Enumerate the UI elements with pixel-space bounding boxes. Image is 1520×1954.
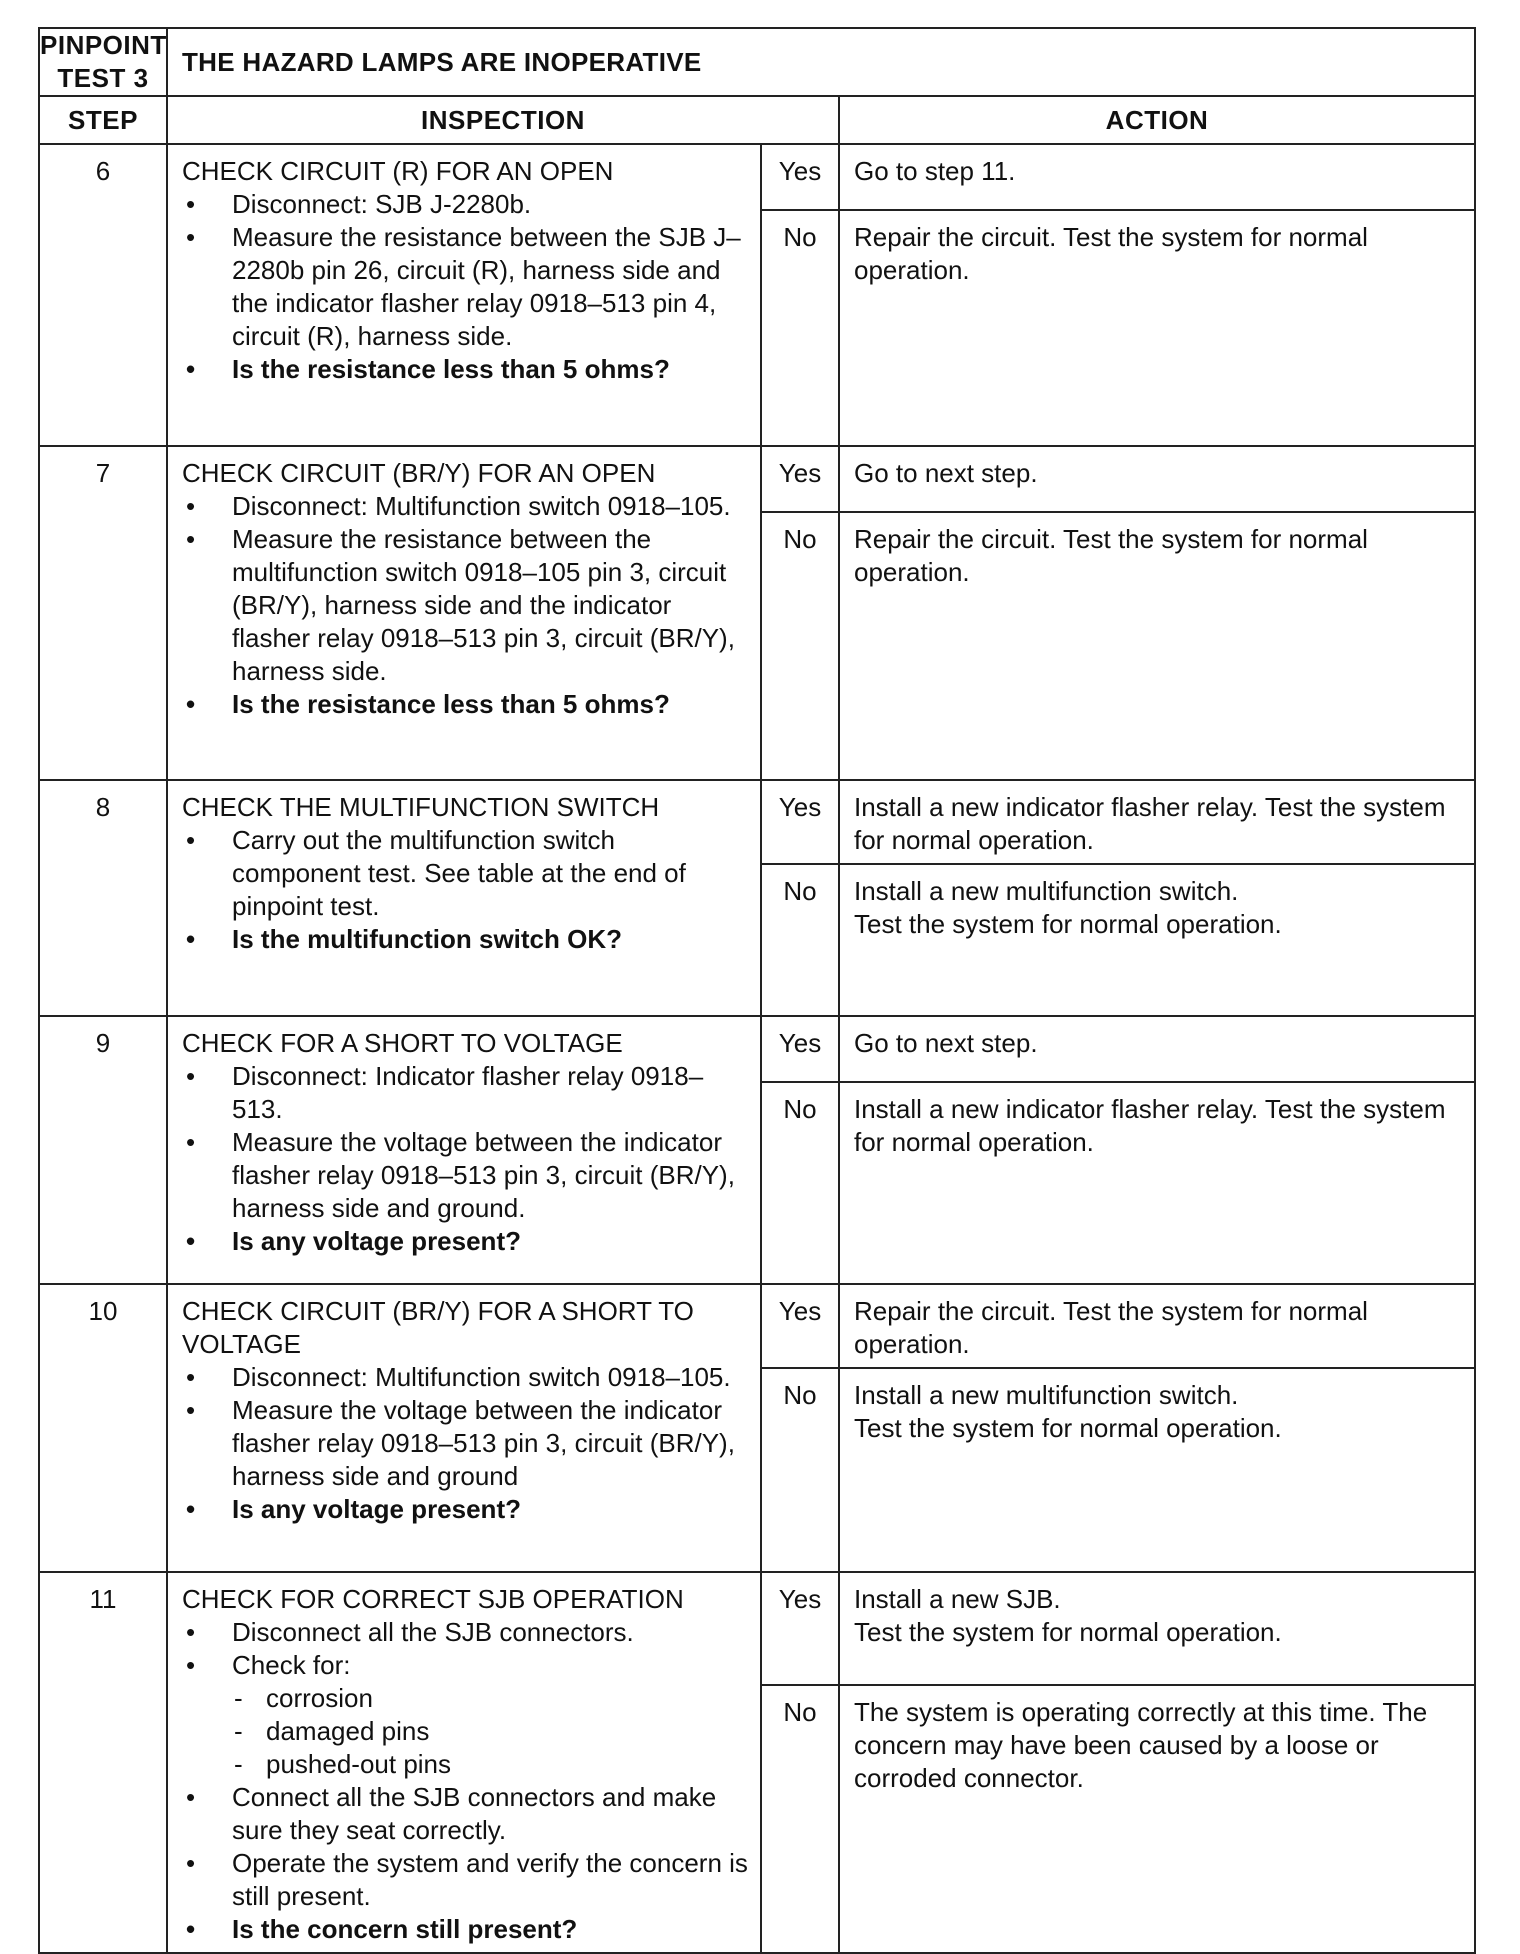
inspection-title: CHECK THE MULTIFUNCTION SWITCH bbox=[182, 792, 660, 822]
step-number: 6 bbox=[39, 144, 167, 446]
inspection-question: • Is the resistance less than 5 ohms? bbox=[182, 353, 750, 386]
yes-action-line: Install a new SJB. bbox=[854, 1584, 1061, 1614]
yes-label: Yes bbox=[761, 446, 839, 512]
inspection-bullet: • Disconnect: SJB J-2280b. bbox=[182, 188, 750, 221]
inspection-title: CHECK CIRCUIT (R) FOR AN OPEN bbox=[182, 156, 614, 186]
no-action: The system is operating correctly at this time. The concern may have been caused by a loose or corroded connector. bbox=[839, 1685, 1475, 1953]
inspection-cell bbox=[167, 1284, 761, 1572]
check-item: - pushed-out pins bbox=[232, 1748, 750, 1781]
inspection-bullet: • Connect all the SJB connectors and make sure they seat correctly. bbox=[182, 1781, 750, 1847]
yes-action bbox=[839, 1572, 1475, 1685]
inspection-bullet: • Measure the resistance between the SJB J–2280b pin 26, circuit (R), harness side and the indicator flasher relay 0918–513 pin 4, circuit (R), harness side. bbox=[182, 221, 750, 353]
pinpoint-test-table bbox=[38, 27, 1476, 1954]
no-action-line: Test the system for normal operation. bbox=[854, 1413, 1282, 1443]
yes-label: Yes bbox=[761, 144, 839, 210]
yes-action: Install a new indicator flasher relay. Test the system for normal operation. bbox=[839, 780, 1475, 864]
no-action: Install a new indicator flasher relay. Test the system for normal operation. bbox=[839, 1082, 1475, 1284]
step-number: 9 bbox=[39, 1016, 167, 1284]
yes-action: Go to next step. bbox=[839, 446, 1475, 512]
inspection-cell bbox=[167, 1016, 761, 1284]
yes-label: Yes bbox=[761, 1572, 839, 1685]
table-row bbox=[39, 1284, 1475, 1368]
no-action: Repair the circuit. Test the system for normal operation. bbox=[839, 512, 1475, 780]
inspection-question: • Is the multifunction switch OK? bbox=[182, 923, 750, 956]
inspection-cell bbox=[167, 446, 761, 780]
inspection-bullet: • Disconnect all the SJB connectors. bbox=[182, 1616, 750, 1649]
inspection-question: • Is any voltage present? bbox=[182, 1225, 750, 1258]
yes-action-line: Test the system for normal operation. bbox=[854, 1617, 1282, 1647]
inspection-bullet: • Disconnect: Indicator flasher relay 0918–513. bbox=[182, 1060, 750, 1126]
no-action bbox=[839, 1368, 1475, 1572]
inspection-bullet: • Carry out the multifunction switch component test. See table at the end of pinpoint test. bbox=[182, 824, 750, 923]
no-label: No bbox=[761, 1082, 839, 1284]
inspection-bullet: • Measure the resistance between the multifunction switch 0918–105 pin 3, circuit (BR/Y), harness side and the indicator flasher relay 0918–513 pin 3, circuit (BR/Y), harness side. bbox=[182, 523, 750, 688]
no-action-line: Install a new multifunction switch. bbox=[854, 1380, 1239, 1410]
inspection-title: CHECK CIRCUIT (BR/Y) FOR AN OPEN bbox=[182, 458, 656, 488]
yes-action: Go to step 11. bbox=[839, 144, 1475, 210]
inspection-bullet: • Disconnect: Multifunction switch 0918–105. bbox=[182, 1361, 750, 1394]
no-action-line: Install a new multifunction switch. bbox=[854, 876, 1239, 906]
no-action bbox=[839, 864, 1475, 1016]
yes-label: Yes bbox=[761, 780, 839, 864]
inspection-question: • Is the concern still present? bbox=[182, 1913, 750, 1946]
inspection-question: • Is any voltage present? bbox=[182, 1493, 750, 1526]
table-row bbox=[39, 144, 1475, 210]
table-row bbox=[39, 446, 1475, 512]
inspection-cell bbox=[167, 780, 761, 1016]
table-row bbox=[39, 1016, 1475, 1082]
inspection-bullet: • Measure the voltage between the indicator flasher relay 0918–513 pin 3, circuit (BR/Y), harness side and ground bbox=[182, 1394, 750, 1493]
check-item: - damaged pins bbox=[232, 1715, 750, 1748]
inspection-bullet: • Measure the voltage between the indicator flasher relay 0918–513 pin 3, circuit (BR/Y), harness side and ground. bbox=[182, 1126, 750, 1225]
no-label: No bbox=[761, 1368, 839, 1572]
inspection-question: • Is the resistance less than 5 ohms? bbox=[182, 688, 750, 721]
inspection-title: CHECK FOR CORRECT SJB OPERATION bbox=[182, 1584, 684, 1614]
yes-action: Go to next step. bbox=[839, 1016, 1475, 1082]
no-action: Repair the circuit. Test the system for normal operation. bbox=[839, 210, 1475, 446]
test-title: THE HAZARD LAMPS ARE INOPERATIVE bbox=[167, 28, 1475, 96]
no-label: No bbox=[761, 1685, 839, 1953]
pinpoint-test-document bbox=[38, 27, 1474, 1954]
step-number: 8 bbox=[39, 780, 167, 1016]
yes-label: Yes bbox=[761, 1016, 839, 1082]
check-list bbox=[232, 1682, 750, 1781]
check-for-label: Check for: bbox=[232, 1650, 351, 1680]
inspection-bullet: • Disconnect: Multifunction switch 0918–105. bbox=[182, 490, 750, 523]
no-action-line: Test the system for normal operation. bbox=[854, 909, 1282, 939]
column-header-action: ACTION bbox=[839, 96, 1475, 144]
inspection-cell bbox=[167, 1572, 761, 1953]
yes-action: Repair the circuit. Test the system for normal operation. bbox=[839, 1284, 1475, 1368]
inspection-title: CHECK CIRCUIT (BR/Y) FOR A SHORT TO VOLTAGE bbox=[182, 1296, 694, 1359]
step-number: 10 bbox=[39, 1284, 167, 1572]
inspection-cell bbox=[167, 144, 761, 446]
check-item: - corrosion bbox=[232, 1682, 750, 1715]
no-label: No bbox=[761, 864, 839, 1016]
no-label: No bbox=[761, 210, 839, 446]
inspection-title: CHECK FOR A SHORT TO VOLTAGE bbox=[182, 1028, 623, 1058]
inspection-bullet: • Operate the system and verify the concern is still present. bbox=[182, 1847, 750, 1913]
column-header-step: STEP bbox=[39, 96, 167, 144]
table-row bbox=[39, 780, 1475, 864]
test-label: PINPOINT TEST 3 bbox=[39, 28, 167, 96]
inspection-bullet bbox=[182, 1649, 750, 1781]
no-label: No bbox=[761, 512, 839, 780]
yes-label: Yes bbox=[761, 1284, 839, 1368]
step-number: 7 bbox=[39, 446, 167, 780]
step-number: 11 bbox=[39, 1572, 167, 1953]
table-row bbox=[39, 1572, 1475, 1685]
column-header-inspection: INSPECTION bbox=[167, 96, 839, 144]
